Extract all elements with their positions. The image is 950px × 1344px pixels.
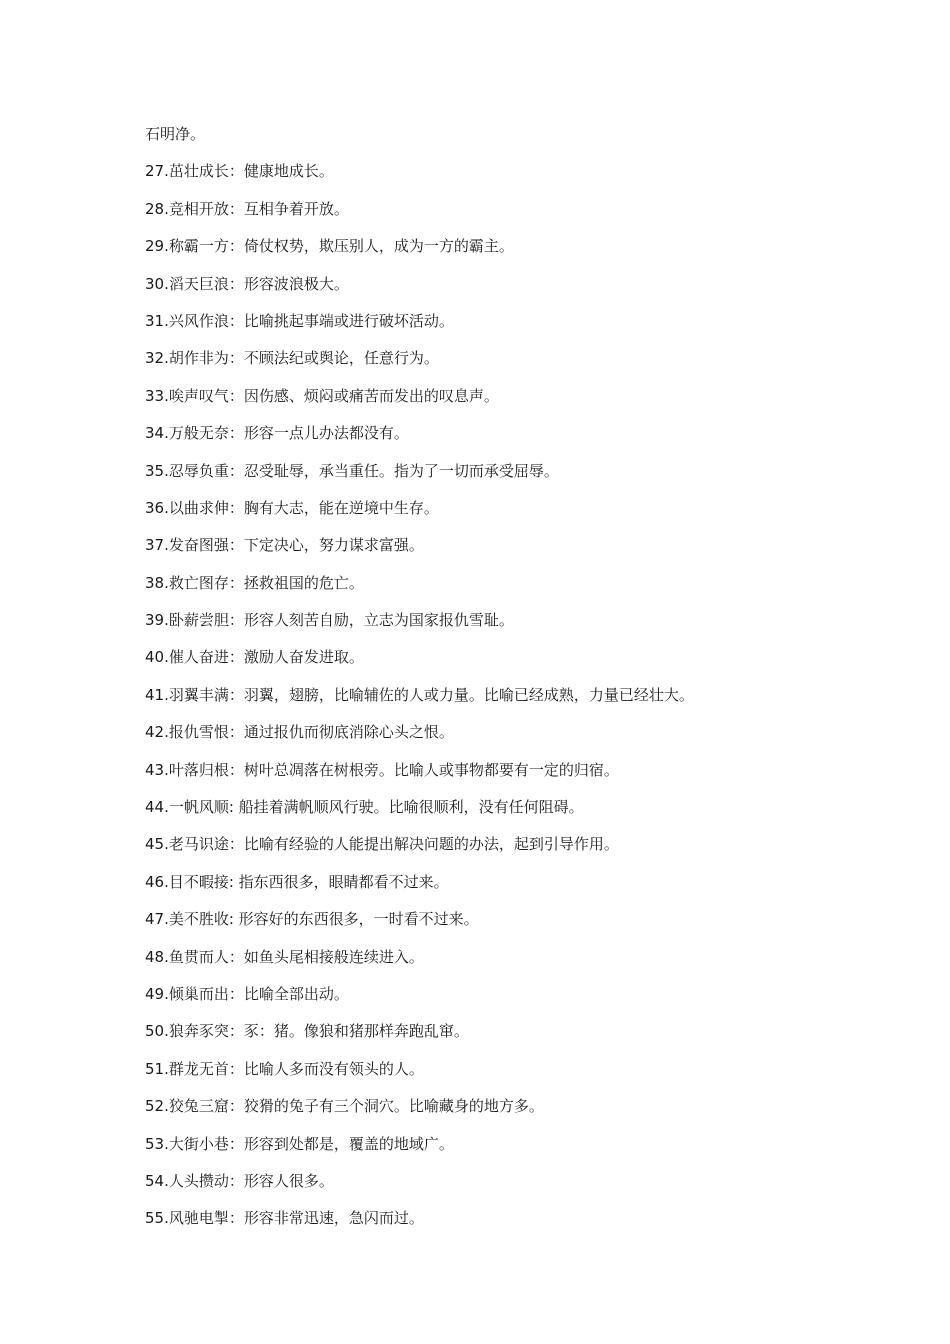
list-item: 51.群龙无首：比喻人多而没有领头的人。: [145, 1059, 424, 1078]
list-item: 48.鱼贯而人：如鱼头尾相接般连续进入。: [145, 947, 424, 966]
list-item: 49.倾巢而出：比喻全部出动。: [145, 984, 349, 1003]
list-item: 44.一帆风顺: 船挂着满帆顺风行驶。比喻很顺利，没有任何阻碍。: [145, 798, 584, 817]
list-item: 38.救亡图存：拯救祖国的危亡。: [145, 573, 364, 592]
list-item: 40.催人奋进：激励人奋发进取。: [145, 648, 364, 667]
list-item: 42.报仇雪恨：通过报仇而彻底消除心头之恨。: [145, 723, 454, 742]
list-item: 46.目不暇接: 指东西很多，眼睛都看不过来。: [145, 872, 449, 891]
list-item: 39.卧薪尝胆：形容人刻苦自励，立志为国家报仇雪耻。: [145, 611, 514, 630]
list-item: 29.称霸一方：倚仗权势，欺压别人，成为一方的霸主。: [145, 237, 514, 256]
list-item: 45.老马识途：比喻有经验的人能提出解决问题的办法，起到引导作用。: [145, 835, 619, 854]
list-item: 28.竞相开放：互相争着开放。: [145, 199, 349, 218]
list-item: 53.大街小巷：形容到处都是，覆盖的地域广。: [145, 1134, 454, 1153]
list-item: 37.发奋图强：下定决心，努力谋求富强。: [145, 536, 424, 555]
list-item: 32.胡作非为：不顾法纪或舆论，任意行为。: [145, 349, 439, 368]
list-item: 43.叶落归根：树叶总凋落在树根旁。比喻人或事物都要有一定的归宿。: [145, 760, 619, 779]
list-item: 47.美不胜收: 形容好的东西很多，一时看不过来。: [145, 910, 479, 929]
list-item: 36.以曲求伸：胸有大志，能在逆境中生存。: [145, 498, 439, 517]
list-item: 41.羽翼丰满：羽翼，翅膀，比喻辅佐的人或力量。比喻已经成熟，力量已经壮大。: [145, 685, 694, 704]
text-line: 石明净。: [145, 125, 206, 143]
list-item: 52.狡兔三窟：狡猾的兔子有三个洞穴。比喻藏身的地方多。: [145, 1097, 544, 1116]
list-item: 54.人头攒动：形容人很多。: [145, 1171, 334, 1190]
list-item: 34.万般无奈：形容一点儿办法都没有。: [145, 424, 409, 443]
list-item: 50.狼奔豕突：豕：猪。像狼和猪那样奔跑乱窜。: [145, 1022, 469, 1041]
list-item: 30.滔天巨浪：形容波浪极大。: [145, 274, 349, 293]
list-item: 31.兴风作浪：比喻挑起事端或进行破坏活动。: [145, 311, 454, 330]
list-item: 55.风驰电掣：形容非常迅速，急闪而过。: [145, 1209, 424, 1228]
idiom-list: [145, 122, 885, 1244]
list-item: 33.唉声叹气：因伤感、烦闷或痛苦而发出的叹息声。: [145, 386, 499, 405]
list-item: 35.忍辱负重：忍受耻辱，承当重任。指为了一切而承受屈辱。: [145, 461, 559, 480]
list-item: 27.茁壮成长：健康地成长。: [145, 162, 334, 181]
